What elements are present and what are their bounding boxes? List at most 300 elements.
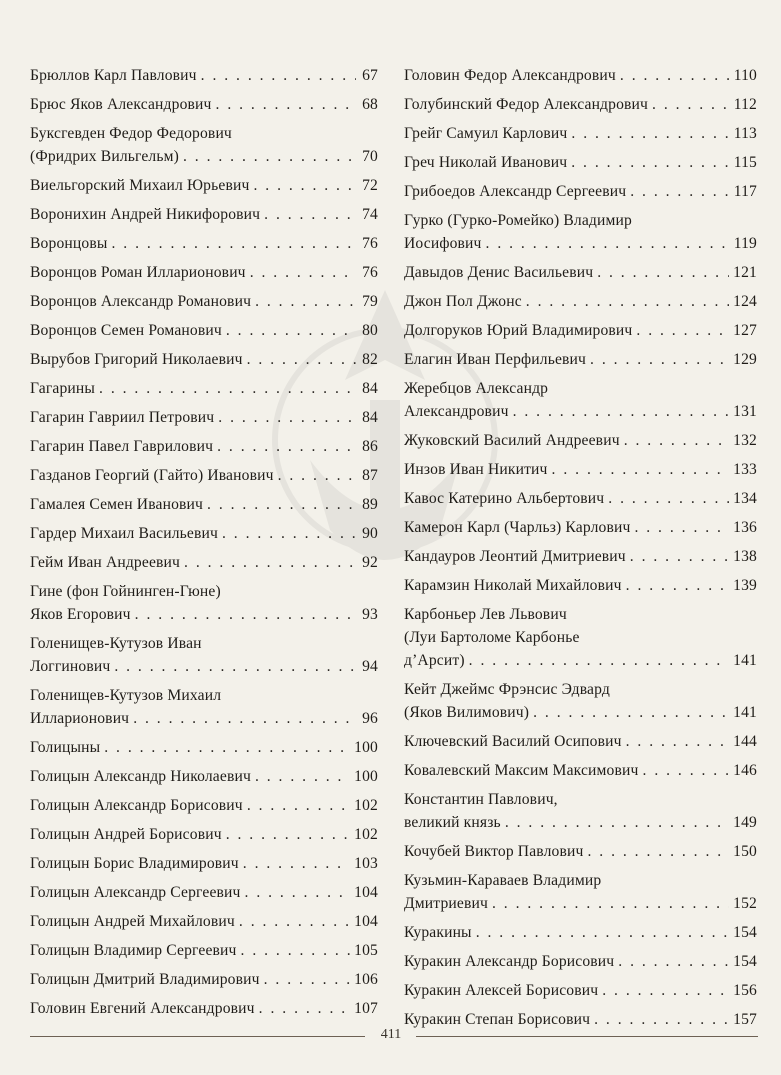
dot-leader [620, 64, 730, 87]
entry-name-line: Кавос Катерино Альбертович [404, 490, 605, 507]
entry-last-line [404, 319, 757, 342]
entry-page-number: 136 [733, 519, 757, 536]
entry-name-line: Голенищев-Кутузов Иван [30, 635, 202, 652]
dot-leader [634, 516, 729, 539]
entry-page-number: 141 [733, 652, 757, 669]
index-column-left [30, 64, 378, 1026]
dot-leader [492, 892, 729, 915]
entry-last-line [30, 939, 378, 962]
entry-last-line [30, 319, 378, 342]
entry-page-number: 154 [733, 924, 757, 941]
entry-last-line [404, 122, 757, 145]
entry-page-number: 100 [354, 739, 378, 756]
entry-page-number: 86 [362, 438, 378, 455]
entry-name-line: (Луи Бартоломе Карбонье [404, 629, 580, 646]
index-entry [30, 939, 378, 962]
entry-name-line: Кейт Джеймс Фрэнсис Эдвард [404, 681, 610, 698]
index-entry [30, 493, 378, 516]
entry-page-number: 112 [733, 96, 757, 113]
index-entry [404, 979, 757, 1002]
entry-name-line: Гейм Иван Андреевич [30, 554, 181, 571]
index-entry [30, 794, 378, 817]
dot-leader [264, 203, 356, 226]
entry-page-number: 84 [362, 380, 378, 397]
dot-leader [259, 997, 350, 1020]
entry-page-number: 90 [362, 525, 378, 542]
dot-leader [218, 406, 356, 429]
entry-page-number: 104 [354, 913, 378, 930]
entry-page-number: 133 [733, 461, 757, 478]
dot-leader [207, 493, 356, 516]
entry-page-number: 139 [733, 577, 757, 594]
index-entry [30, 823, 378, 846]
entry-name-line: Александрович [404, 403, 509, 420]
dot-leader [217, 435, 356, 458]
entry-name-line: (Фридрих Вильгельм) [30, 148, 179, 165]
entry-page-number: 67 [362, 67, 378, 84]
entry-page-number: 87 [362, 467, 378, 484]
dot-leader [133, 707, 356, 730]
index-entry [404, 759, 757, 782]
dot-leader [111, 232, 356, 255]
entry-last-line [30, 997, 378, 1020]
index-entry [404, 64, 757, 87]
entry-last-line [30, 348, 378, 371]
entry-page-number: 146 [733, 762, 757, 779]
entry-name-line: Гагарины [30, 380, 96, 397]
entry-last-line [404, 1008, 757, 1031]
index-entry [30, 910, 378, 933]
entry-name-line: Воронцовы [30, 235, 108, 252]
dot-leader [643, 759, 730, 782]
index-entry [30, 522, 378, 545]
entry-page-number: 113 [733, 125, 757, 142]
entry-name-line: Камерон Карл (Чарльз) Карлович [404, 519, 631, 536]
index-entry [404, 516, 757, 539]
entry-last-line [404, 649, 757, 672]
entry-last-line [30, 794, 378, 817]
entry-name-line: Джон Пол Джонс [404, 293, 522, 310]
entry-last-line [30, 707, 378, 730]
dot-leader [241, 939, 351, 962]
dot-leader [183, 145, 356, 168]
index-entry [30, 290, 378, 313]
entry-page-number: 79 [362, 293, 378, 310]
dot-leader [618, 950, 729, 973]
dot-leader [636, 319, 729, 342]
entry-name-line: Грибоедов Александр Сергеевич [404, 183, 627, 200]
dot-leader [245, 881, 351, 904]
entry-name-line: Ключевский Василий Осипович [404, 733, 622, 750]
entry-last-line [30, 655, 378, 678]
dot-leader [226, 823, 350, 846]
entry-page-number: 152 [733, 895, 757, 912]
entry-page-number: 129 [733, 351, 757, 368]
entry-page-number: 96 [362, 710, 378, 727]
index-entry [30, 684, 378, 730]
index-entry [404, 869, 757, 915]
dot-leader [247, 348, 356, 371]
entry-page-number: 103 [354, 855, 378, 872]
entry-last-line [30, 493, 378, 516]
entry-last-line [30, 852, 378, 875]
index-entry [30, 64, 378, 87]
index-entry [404, 377, 757, 423]
entry-last-line [30, 145, 378, 168]
entry-last-line [404, 950, 757, 973]
entry-name-line: Логгинович [30, 658, 111, 675]
dot-leader [469, 649, 729, 672]
dot-leader [226, 319, 356, 342]
entry-last-line [404, 730, 757, 753]
index-entry [404, 93, 757, 116]
entry-name-line: Головин Федор Александрович [404, 67, 616, 84]
entry-last-line [30, 290, 378, 313]
entry-last-line [404, 151, 757, 174]
index-entry [30, 736, 378, 759]
entry-name-line: Куракин Алексей Борисович [404, 982, 599, 999]
dot-leader [626, 730, 730, 753]
index-entry [404, 151, 757, 174]
entry-page-number: 131 [733, 403, 757, 420]
index-entry [404, 458, 757, 481]
index-entry [30, 551, 378, 574]
entry-page-number: 106 [354, 971, 378, 988]
entry-page-number: 74 [362, 206, 378, 223]
entry-last-line [404, 261, 757, 284]
dot-leader [99, 377, 356, 400]
entry-name-line: Ковалевский Максим Максимович [404, 762, 639, 779]
entry-last-line [30, 64, 378, 87]
entry-name-line: Елагин Иван Перфильевич [404, 351, 587, 368]
entry-name-line: Воронцов Александр Романович [30, 293, 252, 310]
dot-leader [255, 765, 350, 788]
index-entry [404, 921, 757, 944]
dot-leader [135, 603, 356, 626]
entry-page-number: 117 [733, 183, 757, 200]
dot-leader [602, 979, 729, 1002]
entry-last-line [404, 487, 757, 510]
footer-rule-right [416, 1036, 758, 1037]
entry-last-line [404, 400, 757, 423]
entry-name-line: Грейг Самуил Карлович [404, 125, 568, 142]
index-entry [404, 730, 757, 753]
entry-last-line [404, 93, 757, 116]
dot-leader [114, 655, 356, 678]
dot-leader [104, 736, 350, 759]
index-entry [30, 93, 378, 116]
entry-name-line: Голенищев-Кутузов Михаил [30, 687, 222, 704]
entry-name-line: Инзов Иван Никитич [404, 461, 548, 478]
index-entry [30, 122, 378, 168]
entry-page-number: 121 [733, 264, 757, 281]
footer-rule-left [30, 1036, 365, 1037]
entry-name-line: Голицын Александр Борисович [30, 797, 243, 814]
entry-last-line [30, 823, 378, 846]
entry-name-line: Куракин Александр Борисович [404, 953, 615, 970]
index-entry [30, 174, 378, 197]
dot-leader [184, 551, 356, 574]
entry-name-line: Гагарин Павел Гаврилович [30, 438, 214, 455]
entry-name-line: Гагарин Гавриил Петрович [30, 409, 215, 426]
entry-last-line [30, 174, 378, 197]
entry-page-number: 68 [362, 96, 378, 113]
entry-page-number: 132 [733, 432, 757, 449]
entry-name-line: Константин Павлович, [404, 791, 558, 808]
dot-leader [608, 487, 729, 510]
entry-last-line [30, 603, 378, 626]
index-entry [404, 429, 757, 452]
entry-page-number: 157 [733, 1011, 757, 1028]
page-number: 411 [380, 1027, 402, 1042]
entry-last-line [404, 574, 757, 597]
entry-name-line: Голицын Дмитрий Владимирович [30, 971, 260, 988]
dot-leader [626, 574, 730, 597]
entry-last-line [404, 892, 757, 915]
entry-name-line: Брюс Яков Александрович [30, 96, 212, 113]
entry-last-line [404, 811, 757, 834]
entry-last-line [404, 180, 757, 203]
entry-name-line: (Яков Вилимович) [404, 704, 530, 721]
entry-last-line [404, 921, 757, 944]
dot-leader [630, 180, 730, 203]
entry-name-line: Голубинский Федор Александрович [404, 96, 649, 113]
index-entry [30, 435, 378, 458]
index-entry [30, 997, 378, 1020]
index-entry [30, 632, 378, 678]
entry-last-line [404, 840, 757, 863]
index-entry [30, 765, 378, 788]
dot-leader [552, 458, 730, 481]
entry-page-number: 102 [354, 826, 378, 843]
entry-name-line: Кандауров Леонтий Дмитриевич [404, 548, 626, 565]
entry-name-line: Греч Николай Иванович [404, 154, 568, 171]
entry-name-line: Виельгорский Михаил Юрьевич [30, 177, 250, 194]
dot-leader [590, 348, 729, 371]
entry-page-number: 84 [362, 409, 378, 426]
entry-last-line [30, 736, 378, 759]
entry-page-number: 149 [733, 814, 757, 831]
entry-name-line: Воронцов Роман Илларионович [30, 264, 246, 281]
entry-page-number: 94 [362, 658, 378, 675]
entry-name-line: Яков Егорович [30, 606, 131, 623]
entry-page-number: 138 [733, 548, 757, 565]
entry-last-line [30, 551, 378, 574]
dot-leader [571, 122, 729, 145]
entry-page-number: 144 [733, 733, 757, 750]
entry-page-number: 154 [733, 953, 757, 970]
entry-last-line [404, 516, 757, 539]
index-entry [30, 580, 378, 626]
entry-name-line: Илларионович [30, 710, 130, 727]
entry-page-number: 105 [354, 942, 378, 959]
entry-last-line [30, 203, 378, 226]
entry-page-number: 110 [733, 67, 757, 84]
index-entry [30, 232, 378, 255]
dot-leader [571, 151, 730, 174]
index-entry [404, 574, 757, 597]
index-entry [404, 840, 757, 863]
entry-page-number: 124 [733, 293, 757, 310]
entry-name-line: Жеребцов Александр [404, 380, 549, 397]
entry-name-line: Воронцов Семен Романович [30, 322, 222, 339]
entry-name-line: Карбоньер Лев Львович [404, 606, 567, 623]
entry-name-line: Воронихин Андрей Никифорович [30, 206, 261, 223]
entry-name-line: Дмитриевич [404, 895, 488, 912]
entry-last-line [404, 290, 757, 313]
entry-last-line [30, 261, 378, 284]
dot-leader [513, 400, 730, 423]
index-entry [404, 209, 757, 255]
index-entry [404, 678, 757, 724]
entry-page-number: 76 [362, 264, 378, 281]
dot-leader [239, 910, 350, 933]
entry-page-number: 115 [733, 154, 757, 171]
dot-leader [630, 545, 729, 568]
entry-page-number: 76 [362, 235, 378, 252]
entry-name-line: Давыдов Денис Васильевич [404, 264, 594, 281]
entry-page-number: 119 [733, 235, 757, 252]
index-entry [30, 348, 378, 371]
entry-last-line [30, 522, 378, 545]
entry-page-number: 70 [362, 148, 378, 165]
dot-leader [533, 701, 729, 724]
dot-leader [526, 290, 729, 313]
entry-page-number: 150 [733, 843, 757, 860]
entry-last-line [404, 429, 757, 452]
entry-name-line: Вырубов Григорий Николаевич [30, 351, 243, 368]
entry-name-line: Брюллов Карл Павлович [30, 67, 197, 84]
entry-name-line: Головин Евгений Александрович [30, 1000, 255, 1017]
entry-last-line [30, 910, 378, 933]
dot-leader [253, 174, 356, 197]
dot-leader [278, 464, 356, 487]
index-entry [404, 122, 757, 145]
entry-name-line: Гине (фон Гойнинген-Гюне) [30, 583, 221, 600]
entry-name-line: Голицын Александр Николаевич [30, 768, 251, 785]
dot-leader [597, 261, 729, 284]
entry-page-number: 89 [362, 496, 378, 513]
entry-name-line: Буксгевден Федор Федорович [30, 125, 232, 142]
entry-name-line: Карамзин Николай Михайлович [404, 577, 622, 594]
entry-page-number: 92 [362, 554, 378, 571]
index-entry [30, 852, 378, 875]
dot-leader [250, 261, 356, 284]
entry-last-line [404, 545, 757, 568]
entry-name-line: Кузьмин-Караваев Владимир [404, 872, 602, 889]
entry-name-line: Куракины [404, 924, 472, 941]
entry-page-number: 102 [354, 797, 378, 814]
entry-name-line: Жуковский Василий Андреевич [404, 432, 620, 449]
index-entry [404, 180, 757, 203]
index-entry [30, 881, 378, 904]
entry-last-line [404, 64, 757, 87]
entry-page-number: 82 [362, 351, 378, 368]
entry-page-number: 100 [354, 768, 378, 785]
entry-name-line: Газданов Георгий (Гайто) Иванович [30, 467, 274, 484]
index-entry [404, 603, 757, 672]
index-entry [404, 950, 757, 973]
entry-last-line [404, 232, 757, 255]
index-entry [30, 968, 378, 991]
dot-leader [505, 811, 729, 834]
index-entry [404, 487, 757, 510]
index-entry [30, 261, 378, 284]
dot-leader [243, 852, 350, 875]
entry-name-line: д’Арсит) [404, 652, 465, 669]
entry-page-number: 134 [733, 490, 757, 507]
entry-name-line: Гурко (Гурко-Ромейко) Владимир [404, 212, 632, 229]
entry-last-line [30, 881, 378, 904]
entry-name-line: Кочубей Виктор Павлович [404, 843, 584, 860]
dot-leader [222, 522, 356, 545]
index-entry [404, 348, 757, 371]
dot-leader [201, 64, 356, 87]
dot-leader [264, 968, 351, 991]
index-entry [30, 319, 378, 342]
dot-leader [594, 1008, 729, 1031]
index-entry [404, 1008, 757, 1031]
entry-name-line: Долгоруков Юрий Владимирович [404, 322, 633, 339]
entry-page-number: 80 [362, 322, 378, 339]
entry-last-line [30, 765, 378, 788]
entry-page-number: 107 [354, 1000, 378, 1017]
entry-last-line [30, 377, 378, 400]
entry-last-line [30, 406, 378, 429]
index-entry [30, 464, 378, 487]
index-entry [404, 319, 757, 342]
index-entry [404, 290, 757, 313]
entry-page-number: 104 [354, 884, 378, 901]
entry-last-line [30, 232, 378, 255]
dot-leader [255, 290, 356, 313]
dot-leader [476, 921, 729, 944]
entry-name-line: Голицын Андрей Михайлович [30, 913, 235, 930]
dot-leader [247, 794, 350, 817]
entry-name-line: Голицын Александр Сергеевич [30, 884, 241, 901]
dot-leader [216, 93, 356, 116]
entry-page-number: 156 [733, 982, 757, 999]
index-entry [30, 377, 378, 400]
entry-name-line: Гамалея Семен Иванович [30, 496, 204, 513]
index-entry [30, 406, 378, 429]
entry-last-line [30, 435, 378, 458]
dot-leader [587, 840, 729, 863]
entry-name-line: Голицын Андрей Борисович [30, 826, 222, 843]
index-entry [404, 545, 757, 568]
dot-leader [486, 232, 730, 255]
entry-last-line [30, 93, 378, 116]
entry-last-line [30, 464, 378, 487]
entry-page-number: 93 [362, 606, 378, 623]
index-entry [404, 788, 757, 834]
entry-last-line [404, 348, 757, 371]
entry-last-line [30, 968, 378, 991]
entry-last-line [404, 458, 757, 481]
entry-name-line: Голицын Владимир Сергеевич [30, 942, 237, 959]
entry-page-number: 127 [733, 322, 757, 339]
index-column-right [404, 64, 757, 1037]
index-entry [30, 203, 378, 226]
entry-name-line: великий князь [404, 814, 501, 831]
entry-name-line: Гардер Михаил Васильевич [30, 525, 218, 542]
entry-name-line: Иосифович [404, 235, 482, 252]
entry-page-number: 72 [362, 177, 378, 194]
entry-name-line: Голицыны [30, 739, 101, 756]
index-entry [404, 261, 757, 284]
entry-last-line [404, 701, 757, 724]
entry-page-number: 141 [733, 704, 757, 721]
